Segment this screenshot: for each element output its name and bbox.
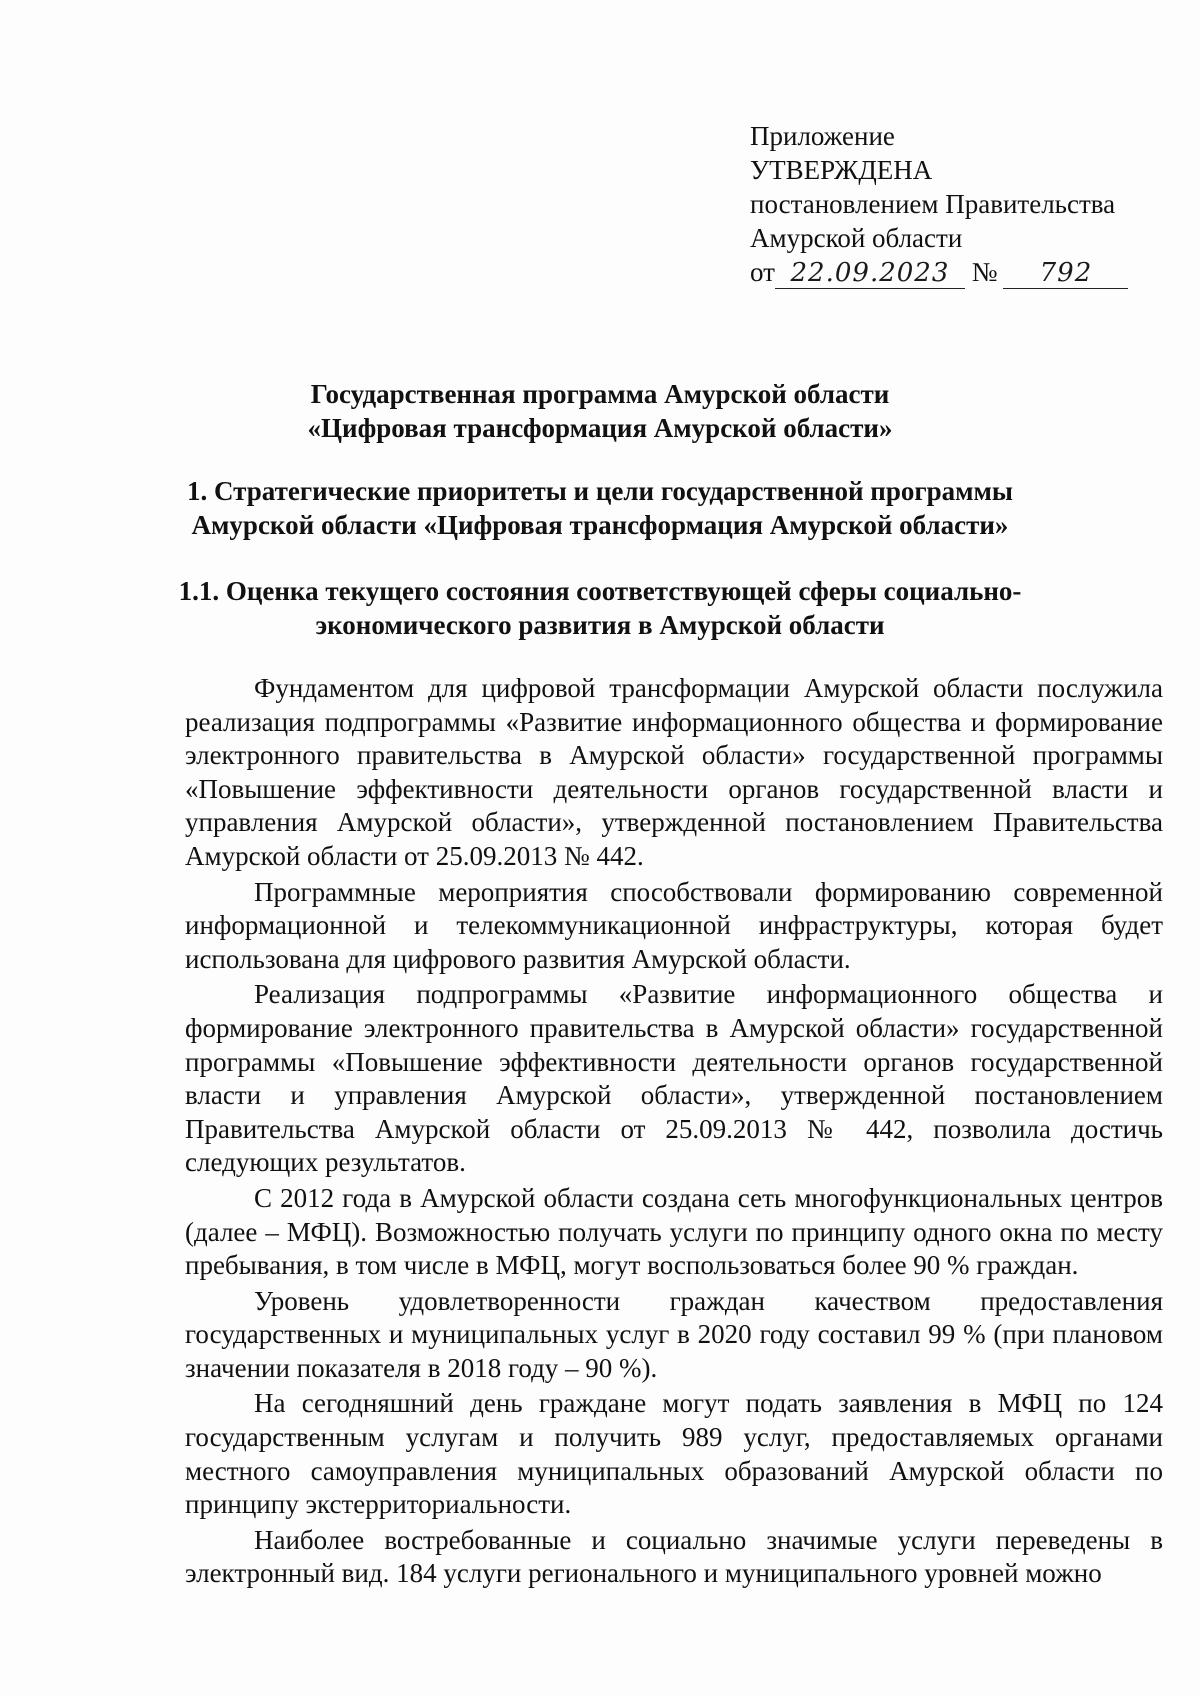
section-1-heading-line2: Амурской области «Цифровая трансформация Амурской области» [191,510,1009,540]
paragraph: На сегодняшний день граждане могут подать заявления в МФЦ по 124 государственным услугам и получить 989 услуг, предоставляемых органами местного самоуправления муниципальных образований Амурской области по принципу экстерриториальности. [185,1388,1163,1520]
approval-appendix-label: Приложение [750,121,895,151]
approval-date-row [750,255,1150,289]
paragraph: Программные мероприятия способствовали формированию современной информационной и телекоммуникационной инфраструктуры, которая будет использована для цифрового развития Амурской области. [185,876,1163,974]
handwritten-date: 22.09.2023 [775,258,965,289]
program-title-line1: Государственная программа Амурской области [310,379,890,409]
paragraph: Реализация подпрограммы «Развитие информационного общества и формирование электронного правительства в Амурской области» государственной программы «Повышение эффективности деятельности органов государственной власти и управления Амурской области», утвержденной постановлением Правительства Амурской области от 25.09.2013 № 442, позволила достичь следующих результатов. [185,979,1163,1178]
section-1-1-heading-line1: 1.1. Оценка текущего состояния соответствующей сферы социально- [178,576,1022,606]
approval-decree-label: постановлением Правительства [750,189,1116,219]
approval-approved-label: УТВЕРЖДЕНА [750,155,933,185]
paragraph: Уровень удовлетворенности граждан качеством предоставления государственных и муниципальных услуг в 2020 году составил 99 % (при плановом значении показателя в 2018 году – 90 %). [185,1285,1163,1383]
date-prefix: от [750,257,775,287]
number-prefix: № [971,257,998,287]
section-1-heading-line1: 1. Стратегические приоритеты и цели государственной программы [187,476,1013,506]
program-title-line2: «Цифровая трансформация Амурской области» [307,413,893,443]
handwritten-number: 792 [1003,258,1128,289]
section-1-1-heading [0,574,1200,642]
approval-block [750,119,1150,289]
section-1-1-heading-line2: экономического развития в Амурской области [315,610,885,640]
body-text [185,672,1163,1591]
paragraph: С 2012 года в Амурской области создана сеть многофункциональных центров (далее – МФЦ). Возможностью получать услуги по принципу одного окна по месту пребывания, в том числе в МФЦ, могут воспользоваться более 90 % граждан. [185,1182,1163,1281]
program-title [0,377,1200,445]
paragraph: Наиболее востребованные и социально значимые услуги переведены в электронный вид. 184 услуги регионального и муниципального уровней можно [185,1524,1163,1589]
approval-region-label: Амурской области [750,223,963,253]
paragraph: Фундаментом для цифровой трансформации Амурской области послужила реализация подпрограммы «Развитие информационного общества и формирование электронного правительства в Амурской области» государственной программы «Повышение эффективности деятельности органов государственной власти и управления Амурской области», утвержденной постановлением Правительства Амурской области от 25.09.2013 № 442. [185,673,1163,871]
section-1-heading [0,474,1200,542]
